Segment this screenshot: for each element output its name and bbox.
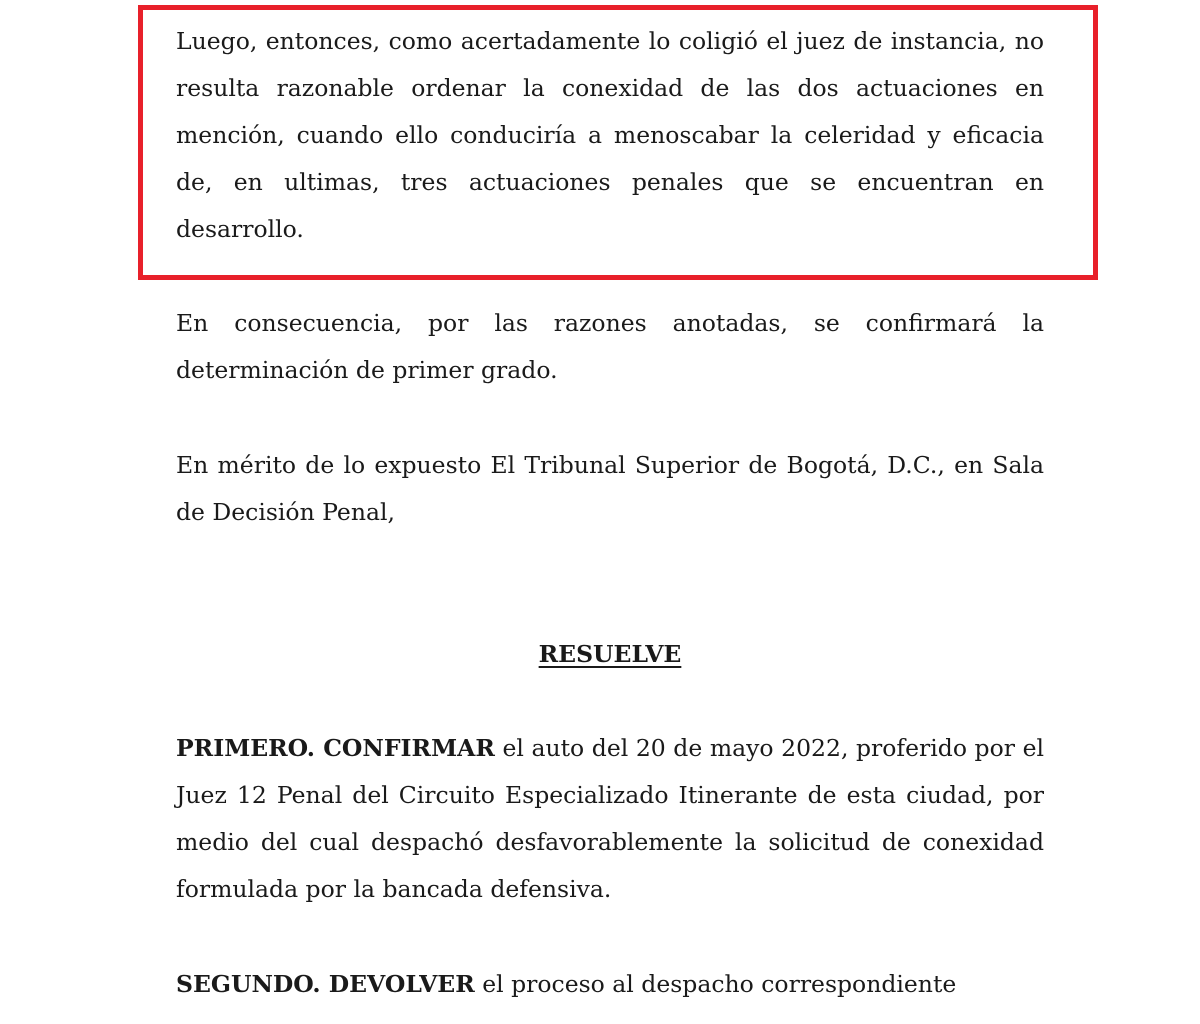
resolution-segundo — [176, 961, 1044, 1008]
resolution-primero — [176, 725, 1044, 913]
resolution-primero-lead: PRIMERO. CONFIRMAR — [176, 734, 495, 762]
merit-paragraph: En mérito de lo expuesto El Tribunal Superior de Bogotá, D.C., en Sala de Decisión Penal, — [176, 451, 1044, 526]
resolve-heading-text: RESUELVE — [538, 640, 682, 668]
highlighted-paragraph: Luego, entonces, como acertadamente lo coligió el juez de instancia, no resulta razonable ordenar la conexidad de las dos actuaciones en mención, cuando ello conduciría a menoscabar la celeridad y eficacia de, en ultimas, tres actuaciones penales que se encuentran en desarrollo. — [176, 27, 1044, 243]
consequence-paragraph: En consecuencia, por las razones anotadas, se confirmará la determinación de primer grado. — [176, 309, 1044, 384]
resolution-segundo-lead: SEGUNDO. DEVOLVER — [176, 970, 475, 998]
resolve-heading — [176, 631, 1044, 678]
resolution-primero-text: el auto del 20 de mayo 2022, proferido por el Juez 12 Penal del Circuito Especializado Itinerante de esta ciudad, por medio del cual despachó desfavorablemente la solicitud de conexidad formulada por la bancada defensiva. — [176, 734, 1044, 903]
resolution-segundo-text: el proceso al despacho correspondiente — [474, 970, 957, 998]
